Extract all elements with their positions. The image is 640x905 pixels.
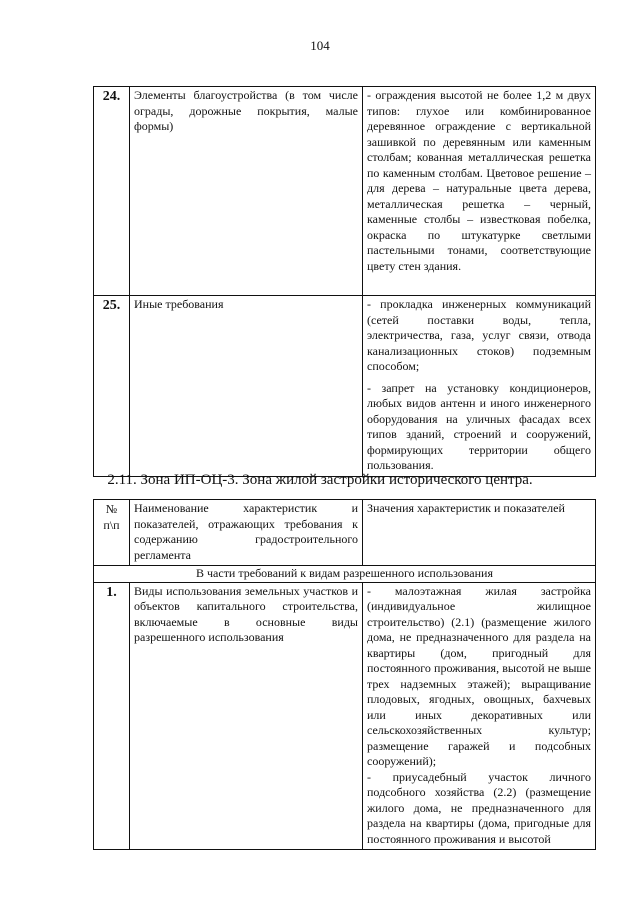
- table-subheader-row: [94, 566, 596, 583]
- row-name: Элементы благоустройства (в том числе ограды, дорожные покрытия, малые формы): [130, 87, 363, 296]
- page-number: 104: [310, 38, 330, 53]
- row-number: 25.: [94, 296, 130, 477]
- table-header-row: [94, 500, 596, 566]
- requirements-table-continued: [93, 86, 596, 477]
- value-paragraph: - прокладка инженерных коммуникаций (сетей поставки воды, тепла, электричества, газа, услуг связи, отвода канализационных стоков) подземным способом;: [367, 297, 591, 373]
- row-values: [363, 87, 596, 296]
- row-values: [363, 582, 596, 850]
- header-values: Значения характеристик и показателей: [363, 500, 596, 566]
- table-row: [94, 296, 596, 477]
- subheader: В части требований к видам разрешенного использования: [94, 566, 596, 583]
- value-paragraph: - ограждения высотой не более 1,2 м двух типов: глухое или комбинированное деревянное ограждение с вертикальной зашивкой по деревянным или каменным столбам; кованная металлическая решетка по каменным столбам. Цветовое решение – для дерева – натуральные цвета дерева, металлическая решетка – черный, каменные столбы – известковая побелка, окраска по штукатурке светлыми пастельными тонами, соответствующие цвету стен здания.: [367, 88, 591, 273]
- row-number: 1.: [94, 582, 130, 850]
- row-name: Иные требования: [130, 296, 363, 477]
- header-number: № п\п: [94, 500, 130, 566]
- value-paragraph: - запрет на установку кондиционеров, любых видов антенн и иного инженерного оборудования на уличных фасадах всех типов зданий, строений и сооружений, формирующих территории общего пользования.: [367, 380, 591, 472]
- value-paragraph: - приусадебный участок личного подсобного хозяйства (2.2) (размещение жилого дома, не предназначенного для раздела на квартиры (дома, пригодные для постоянного проживания и высотой: [367, 769, 591, 846]
- header-name: Наименование характеристик и показателей, отражающих требования к содержанию градостроительного регламента: [130, 500, 363, 566]
- table-row: [94, 87, 596, 296]
- row-number: 24.: [94, 87, 130, 296]
- section-heading: 2.11. Зона ИП-ОЦ-3. Зона жилой застройки исторического центра.: [107, 472, 533, 488]
- row-name: Виды использования земельных участков и объектов капитального строительства, включаемые в основные виды разрешенного использования: [130, 582, 363, 850]
- zone-requirements-table: [93, 499, 596, 850]
- row-values: [363, 296, 596, 477]
- value-paragraph: - малоэтажная жилая застройка (индивидуальное жилищное строительство) (2.1) (размещение жилого дома, не предназначенного для раздела на квартиры (дом, пригодный для постоянного проживания, высотой не выше трех надземных этажей); выращивание плодовых, ягодных, овощных, бахчевых или иных декоративных или сельскохозяйственных культур; размещение гаражей и подсобных сооружений);: [367, 583, 591, 768]
- table-row: [94, 582, 596, 850]
